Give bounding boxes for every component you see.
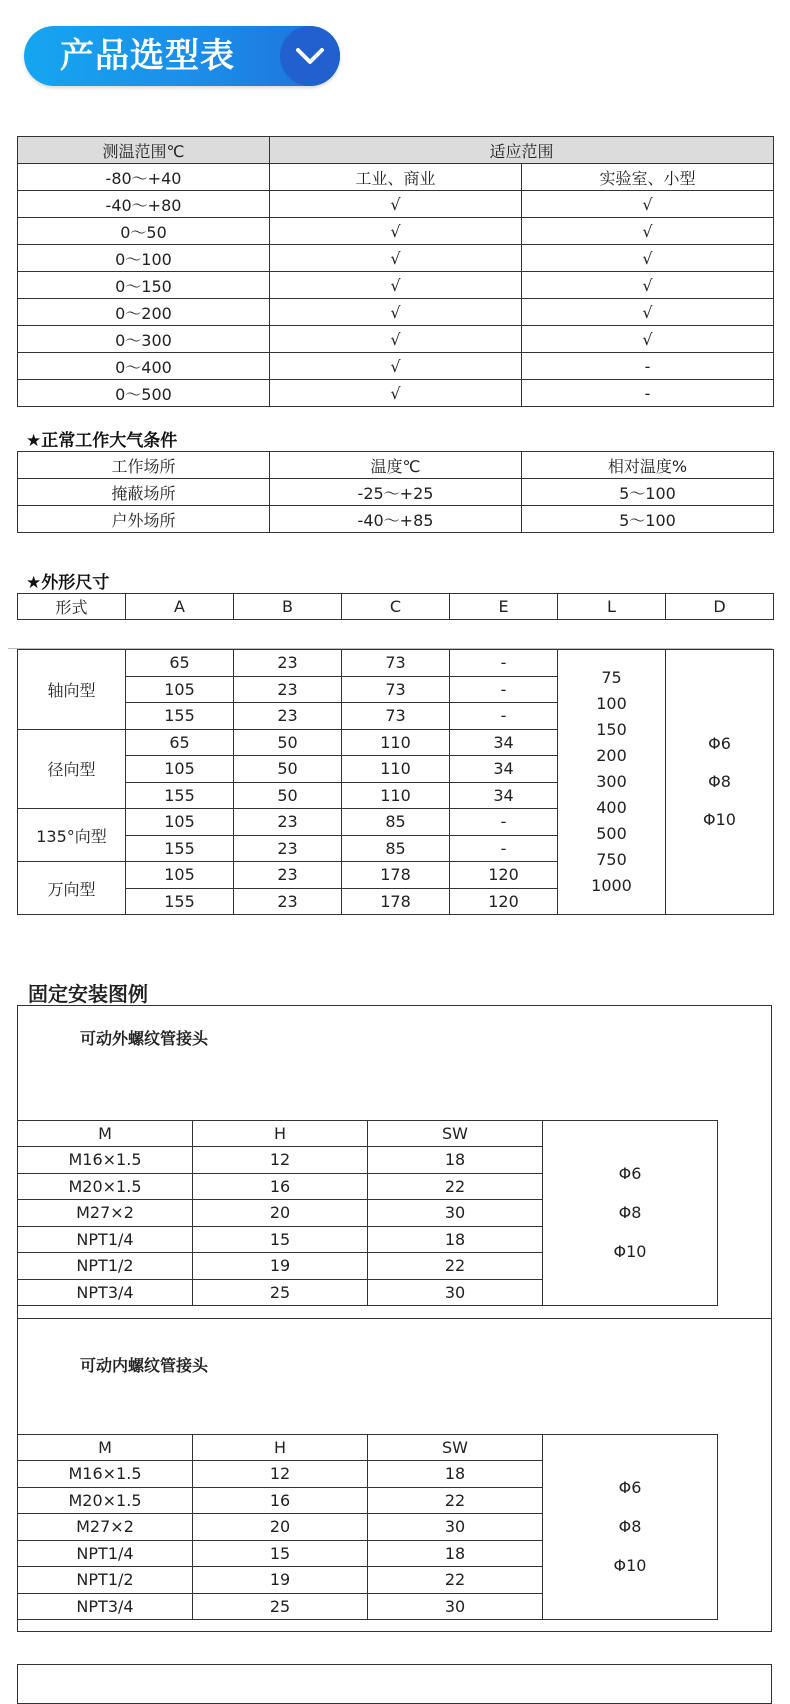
table-cell: 25 bbox=[193, 1279, 368, 1306]
table-row bbox=[18, 299, 774, 326]
table-cell: 12 bbox=[193, 1147, 368, 1174]
table-cell: 23 bbox=[234, 650, 342, 677]
column-header: D bbox=[666, 594, 774, 620]
column-header: H bbox=[193, 1121, 368, 1147]
table-row bbox=[18, 137, 774, 164]
table-row bbox=[18, 164, 774, 191]
column-header: C bbox=[342, 594, 450, 620]
table-cell: √ bbox=[522, 245, 774, 272]
type-cell: 135°向型 bbox=[18, 809, 126, 862]
table-cell: 掩蔽场所 bbox=[18, 479, 270, 506]
table-cell: NPT3/4 bbox=[18, 1279, 193, 1306]
table-cell: √ bbox=[270, 272, 522, 299]
table-cell: 110 bbox=[342, 782, 450, 809]
table-cell: M16×1.5 bbox=[18, 1147, 193, 1174]
table-cell: 105 bbox=[126, 809, 234, 836]
table-cell: 22 bbox=[368, 1253, 543, 1280]
L-values-cell bbox=[558, 650, 666, 915]
table-cell: - bbox=[450, 835, 558, 862]
table-cell: √ bbox=[270, 191, 522, 218]
table-cell: 19 bbox=[193, 1253, 368, 1280]
table-cell: M27×2 bbox=[18, 1514, 193, 1541]
table-cell: 22 bbox=[368, 1173, 543, 1200]
table-cell: 85 bbox=[342, 835, 450, 862]
table-row bbox=[18, 594, 774, 620]
table-cell: 50 bbox=[234, 729, 342, 756]
table-cell: 0～50 bbox=[18, 218, 270, 245]
table-row bbox=[18, 452, 774, 479]
table-cell: 23 bbox=[234, 835, 342, 862]
table-cell: 18 bbox=[368, 1540, 543, 1567]
table-cell: - bbox=[450, 809, 558, 836]
table-cell: 85 bbox=[342, 809, 450, 836]
D-values-cell bbox=[666, 650, 774, 915]
table-row bbox=[18, 272, 774, 299]
table-cell: 155 bbox=[126, 835, 234, 862]
D-values-cell bbox=[543, 1435, 718, 1620]
table-cell: 105 bbox=[126, 756, 234, 783]
table-cell: -40～+85 bbox=[270, 506, 522, 533]
table-cell: √ bbox=[270, 218, 522, 245]
table-cell: √ bbox=[522, 191, 774, 218]
table-cell: 23 bbox=[234, 862, 342, 889]
L-value: 1000 bbox=[591, 876, 632, 895]
table-cell: -40～+80 bbox=[18, 191, 270, 218]
table-cell: 0～200 bbox=[18, 299, 270, 326]
D-value: Φ8 bbox=[618, 1517, 642, 1536]
table-cell: NPT3/4 bbox=[18, 1593, 193, 1620]
type-cell: 径向型 bbox=[18, 729, 126, 809]
L-value: 100 bbox=[596, 694, 627, 713]
thread-spec-table bbox=[17, 1120, 718, 1306]
table-cell: 23 bbox=[234, 888, 342, 915]
table-cell: 0～150 bbox=[18, 272, 270, 299]
install-box-internal-thread bbox=[17, 1318, 772, 1632]
table-row bbox=[18, 506, 774, 533]
install-section-title: 固定安装图例 bbox=[28, 982, 148, 1006]
D-value: Φ6 bbox=[708, 734, 731, 753]
D-value: Φ6 bbox=[618, 1478, 642, 1497]
dimensions-section-title: ★外形尺寸 bbox=[26, 573, 110, 593]
table-cell: 实验室、小型 bbox=[522, 164, 774, 191]
table-cell: 19 bbox=[193, 1567, 368, 1594]
table-cell: 25 bbox=[193, 1593, 368, 1620]
L-value: 400 bbox=[596, 798, 627, 817]
table-cell: 65 bbox=[126, 729, 234, 756]
table-row bbox=[18, 1121, 718, 1147]
banner-toggle[interactable] bbox=[280, 26, 340, 86]
table-cell: NPT1/4 bbox=[18, 1226, 193, 1253]
column-header: 温度℃ bbox=[270, 452, 522, 479]
install-box-external-thread bbox=[17, 1005, 772, 1319]
L-value: 150 bbox=[596, 720, 627, 739]
table-row bbox=[18, 353, 774, 380]
table-cell: 73 bbox=[342, 676, 450, 703]
table-cell: 18 bbox=[368, 1461, 543, 1488]
thread-spec-table bbox=[17, 1434, 718, 1620]
table-cell: √ bbox=[270, 380, 522, 407]
column-header: E bbox=[450, 594, 558, 620]
table-cell: 73 bbox=[342, 650, 450, 677]
table-cell: 22 bbox=[368, 1567, 543, 1594]
column-header: B bbox=[234, 594, 342, 620]
table-cell: NPT1/2 bbox=[18, 1567, 193, 1594]
type-cell: 万向型 bbox=[18, 862, 126, 915]
table-cell: 120 bbox=[450, 888, 558, 915]
table-cell: 23 bbox=[234, 703, 342, 730]
table-cell: 120 bbox=[450, 862, 558, 889]
table-cell: 22 bbox=[368, 1487, 543, 1514]
table-row bbox=[18, 191, 774, 218]
column-header: L bbox=[558, 594, 666, 620]
dimensions-header-table bbox=[17, 593, 774, 620]
column-header: SW bbox=[368, 1435, 543, 1461]
table-cell: 0～300 bbox=[18, 326, 270, 353]
table-cell: 50 bbox=[234, 756, 342, 783]
next-section-box bbox=[17, 1664, 772, 1704]
D-value: Φ10 bbox=[703, 810, 736, 829]
table-cell: 30 bbox=[368, 1279, 543, 1306]
column-header: SW bbox=[368, 1121, 543, 1147]
table-cell: -25～+25 bbox=[270, 479, 522, 506]
table-cell: NPT1/2 bbox=[18, 1253, 193, 1280]
L-value: 500 bbox=[596, 824, 627, 843]
dimensions-table bbox=[17, 649, 774, 915]
L-value: 300 bbox=[596, 772, 627, 791]
table-cell: 110 bbox=[342, 756, 450, 783]
table-cell: 155 bbox=[126, 782, 234, 809]
table-cell: 5～100 bbox=[522, 506, 774, 533]
D-value: Φ8 bbox=[708, 772, 731, 791]
D-value: Φ6 bbox=[618, 1164, 642, 1183]
table-cell: √ bbox=[270, 245, 522, 272]
table-row bbox=[18, 479, 774, 506]
table-cell: 0～100 bbox=[18, 245, 270, 272]
table-cell: - bbox=[522, 380, 774, 407]
atmosphere-section-title: ★正常工作大气条件 bbox=[26, 431, 178, 451]
table-cell: 15 bbox=[193, 1226, 368, 1253]
table-cell: - bbox=[450, 650, 558, 677]
table-cell: √ bbox=[270, 326, 522, 353]
table-cell: 30 bbox=[368, 1200, 543, 1227]
L-value: 750 bbox=[596, 850, 627, 869]
table-cell: 15 bbox=[193, 1540, 368, 1567]
table-cell: √ bbox=[522, 272, 774, 299]
table-cell: 5～100 bbox=[522, 479, 774, 506]
install-subtitle: 可动内螺纹管接头 bbox=[80, 1356, 209, 1375]
table-cell: 110 bbox=[342, 729, 450, 756]
table-cell: - bbox=[450, 676, 558, 703]
table-row bbox=[18, 650, 774, 677]
table-cell: 65 bbox=[126, 650, 234, 677]
column-header: H bbox=[193, 1435, 368, 1461]
table-cell: 30 bbox=[368, 1593, 543, 1620]
table-cell: 178 bbox=[342, 862, 450, 889]
table-cell: - bbox=[450, 703, 558, 730]
table-cell: M20×1.5 bbox=[18, 1173, 193, 1200]
table-cell: M16×1.5 bbox=[18, 1461, 193, 1488]
column-header: M bbox=[18, 1435, 193, 1461]
table-cell: 12 bbox=[193, 1461, 368, 1488]
table-cell: 16 bbox=[193, 1487, 368, 1514]
table-cell: 105 bbox=[126, 862, 234, 889]
D-value: Φ10 bbox=[613, 1556, 647, 1575]
chevron-down-icon bbox=[294, 44, 326, 68]
column-header: A bbox=[126, 594, 234, 620]
table-cell: 18 bbox=[368, 1226, 543, 1253]
table-row bbox=[18, 1435, 718, 1461]
table-cell: 30 bbox=[368, 1514, 543, 1541]
table-cell: 34 bbox=[450, 782, 558, 809]
table-row bbox=[18, 326, 774, 353]
table-cell: 34 bbox=[450, 756, 558, 783]
table-cell: 工业、商业 bbox=[270, 164, 522, 191]
column-header: 测温范围℃ bbox=[18, 137, 270, 164]
table-cell: 20 bbox=[193, 1514, 368, 1541]
D-value: Φ10 bbox=[613, 1242, 647, 1261]
table-cell: M27×2 bbox=[18, 1200, 193, 1227]
L-value: 200 bbox=[596, 746, 627, 765]
column-header: 相对温度% bbox=[522, 452, 774, 479]
table-cell: 178 bbox=[342, 888, 450, 915]
temperature-range-table bbox=[17, 136, 774, 407]
table-cell: 155 bbox=[126, 888, 234, 915]
table-cell: 73 bbox=[342, 703, 450, 730]
table-cell: √ bbox=[270, 353, 522, 380]
table-cell: 105 bbox=[126, 676, 234, 703]
table-cell: 155 bbox=[126, 703, 234, 730]
table-cell: √ bbox=[522, 326, 774, 353]
type-cell: 轴向型 bbox=[18, 650, 126, 730]
column-header: 工作场所 bbox=[18, 452, 270, 479]
table-cell: 16 bbox=[193, 1173, 368, 1200]
L-value: 75 bbox=[601, 668, 622, 687]
table-cell: 18 bbox=[368, 1147, 543, 1174]
D-values-cell bbox=[543, 1121, 718, 1306]
table-cell: 23 bbox=[234, 809, 342, 836]
table-cell: - bbox=[522, 353, 774, 380]
column-header: M bbox=[18, 1121, 193, 1147]
table-cell: 0～400 bbox=[18, 353, 270, 380]
table-cell: 20 bbox=[193, 1200, 368, 1227]
table-cell: -80～+40 bbox=[18, 164, 270, 191]
section-banner bbox=[24, 26, 340, 86]
table-cell: NPT1/4 bbox=[18, 1540, 193, 1567]
table-row bbox=[18, 218, 774, 245]
D-value: Φ8 bbox=[618, 1203, 642, 1222]
column-header: 形式 bbox=[18, 594, 126, 620]
table-cell: 0～500 bbox=[18, 380, 270, 407]
table-cell: 50 bbox=[234, 782, 342, 809]
column-header: 适应范围 bbox=[270, 137, 774, 164]
install-subtitle: 可动外螺纹管接头 bbox=[80, 1029, 209, 1048]
table-cell: 23 bbox=[234, 676, 342, 703]
table-cell: M20×1.5 bbox=[18, 1487, 193, 1514]
table-cell: √ bbox=[522, 299, 774, 326]
table-cell: √ bbox=[270, 299, 522, 326]
table-row bbox=[18, 380, 774, 407]
table-row bbox=[18, 245, 774, 272]
atmosphere-table bbox=[17, 451, 774, 533]
banner-title: 产品选型表 bbox=[60, 36, 235, 76]
table-cell: 户外场所 bbox=[18, 506, 270, 533]
table-cell: 34 bbox=[450, 729, 558, 756]
table-cell: √ bbox=[522, 218, 774, 245]
